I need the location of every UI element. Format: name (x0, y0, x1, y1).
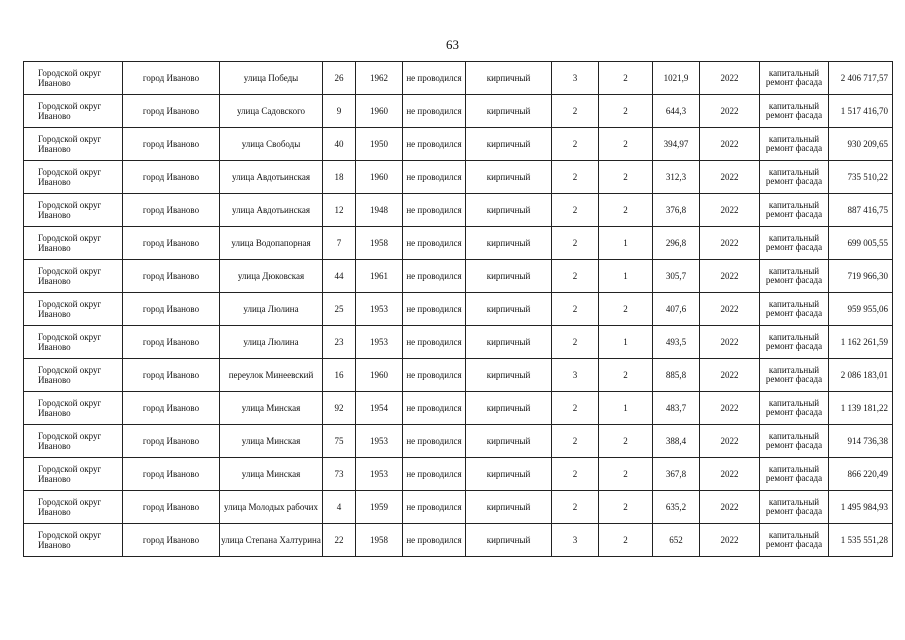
cell-street: улица Победы (220, 62, 323, 95)
cell-wall-material: кирпичный (466, 425, 552, 458)
cell-area: 1021,9 (653, 62, 700, 95)
cell-year-built: 1948 (356, 194, 403, 227)
cell-entrances: 2 (599, 161, 653, 194)
cell-street: улица Садовского (220, 95, 323, 128)
table-row (24, 62, 893, 95)
cell-work-type: капитальный ремонт фасада (760, 260, 829, 293)
cell-floors: 2 (552, 293, 599, 326)
cell-cost: 1 535 551,28 (829, 524, 893, 557)
cell-year-built: 1953 (356, 458, 403, 491)
cell-floors: 2 (552, 491, 599, 524)
cell-municipality: Городской округ Иваново (24, 326, 123, 359)
table-row (24, 491, 893, 524)
table-row (24, 128, 893, 161)
cell-street: улица Минская (220, 425, 323, 458)
cell-planned-year: 2022 (700, 161, 760, 194)
cell-last-repair: не проводился (403, 260, 466, 293)
cell-settlement: город Иваново (123, 326, 220, 359)
cell-entrances: 1 (599, 227, 653, 260)
cell-area: 407,6 (653, 293, 700, 326)
cell-planned-year: 2022 (700, 293, 760, 326)
cell-year-built: 1950 (356, 128, 403, 161)
cell-cost: 2 406 717,57 (829, 62, 893, 95)
cell-wall-material: кирпичный (466, 491, 552, 524)
cell-entrances: 2 (599, 62, 653, 95)
cell-planned-year: 2022 (700, 491, 760, 524)
cell-wall-material: кирпичный (466, 128, 552, 161)
cell-planned-year: 2022 (700, 227, 760, 260)
table-row (24, 359, 893, 392)
cell-last-repair: не проводился (403, 161, 466, 194)
table-row (24, 95, 893, 128)
cell-cost: 887 416,75 (829, 194, 893, 227)
cell-entrances: 2 (599, 491, 653, 524)
cell-year-built: 1953 (356, 326, 403, 359)
cell-house: 12 (323, 194, 356, 227)
cell-house: 23 (323, 326, 356, 359)
cell-cost: 1 517 416,70 (829, 95, 893, 128)
cell-last-repair: не проводился (403, 128, 466, 161)
cell-floors: 2 (552, 161, 599, 194)
cell-year-built: 1960 (356, 359, 403, 392)
cell-area: 885,8 (653, 359, 700, 392)
cell-cost: 1 139 181,22 (829, 392, 893, 425)
table-row (24, 194, 893, 227)
cell-entrances: 2 (599, 95, 653, 128)
cell-wall-material: кирпичный (466, 161, 552, 194)
cell-house: 9 (323, 95, 356, 128)
cell-house: 92 (323, 392, 356, 425)
cell-cost: 1 495 984,93 (829, 491, 893, 524)
table-row (24, 227, 893, 260)
cell-house: 22 (323, 524, 356, 557)
cell-work-type: капитальный ремонт фасада (760, 326, 829, 359)
cell-municipality: Городской округ Иваново (24, 194, 123, 227)
cell-floors: 2 (552, 425, 599, 458)
cell-last-repair: не проводился (403, 524, 466, 557)
cell-cost: 959 955,06 (829, 293, 893, 326)
cell-municipality: Городской округ Иваново (24, 227, 123, 260)
cell-house: 75 (323, 425, 356, 458)
cell-year-built: 1954 (356, 392, 403, 425)
cell-street: переулок Минеевский (220, 359, 323, 392)
cell-entrances: 2 (599, 128, 653, 161)
table-row (24, 392, 893, 425)
cell-planned-year: 2022 (700, 62, 760, 95)
cell-entrances: 2 (599, 524, 653, 557)
cell-work-type: капитальный ремонт фасада (760, 491, 829, 524)
cell-work-type: капитальный ремонт фасада (760, 425, 829, 458)
cell-municipality: Городской округ Иваново (24, 260, 123, 293)
cell-floors: 2 (552, 458, 599, 491)
cell-municipality: Городской округ Иваново (24, 95, 123, 128)
cell-cost: 699 005,55 (829, 227, 893, 260)
cell-work-type: капитальный ремонт фасада (760, 128, 829, 161)
cell-house: 18 (323, 161, 356, 194)
cell-floors: 3 (552, 524, 599, 557)
cell-entrances: 1 (599, 326, 653, 359)
cell-municipality: Городской округ Иваново (24, 359, 123, 392)
cell-work-type: капитальный ремонт фасада (760, 62, 829, 95)
cell-municipality: Городской округ Иваново (24, 458, 123, 491)
cell-planned-year: 2022 (700, 524, 760, 557)
cell-area: 367,8 (653, 458, 700, 491)
cell-house: 25 (323, 293, 356, 326)
cell-planned-year: 2022 (700, 128, 760, 161)
cell-planned-year: 2022 (700, 260, 760, 293)
cell-wall-material: кирпичный (466, 359, 552, 392)
cell-floors: 3 (552, 62, 599, 95)
cell-area: 312,3 (653, 161, 700, 194)
cell-year-built: 1953 (356, 293, 403, 326)
cell-floors: 2 (552, 392, 599, 425)
cell-last-repair: не проводился (403, 392, 466, 425)
cell-year-built: 1958 (356, 227, 403, 260)
cell-last-repair: не проводился (403, 227, 466, 260)
table-row (24, 161, 893, 194)
cell-street: улица Дюковская (220, 260, 323, 293)
cell-year-built: 1960 (356, 161, 403, 194)
cell-last-repair: не проводился (403, 458, 466, 491)
table-row (24, 458, 893, 491)
cell-year-built: 1962 (356, 62, 403, 95)
cell-house: 73 (323, 458, 356, 491)
cell-floors: 2 (552, 95, 599, 128)
cell-municipality: Городской округ Иваново (24, 392, 123, 425)
table-row (24, 425, 893, 458)
cell-area: 652 (653, 524, 700, 557)
cell-floors: 2 (552, 227, 599, 260)
cell-area: 376,8 (653, 194, 700, 227)
cell-settlement: город Иваново (123, 62, 220, 95)
cell-work-type: капитальный ремонт фасада (760, 392, 829, 425)
cell-planned-year: 2022 (700, 359, 760, 392)
cell-settlement: город Иваново (123, 359, 220, 392)
cell-settlement: город Иваново (123, 293, 220, 326)
table-row (24, 260, 893, 293)
cell-house: 16 (323, 359, 356, 392)
cell-year-built: 1958 (356, 524, 403, 557)
cell-settlement: город Иваново (123, 491, 220, 524)
cell-settlement: город Иваново (123, 458, 220, 491)
cell-entrances: 2 (599, 359, 653, 392)
cell-street: улица Минская (220, 392, 323, 425)
cell-municipality: Городской округ Иваново (24, 293, 123, 326)
cell-settlement: город Иваново (123, 227, 220, 260)
cell-wall-material: кирпичный (466, 62, 552, 95)
cell-last-repair: не проводился (403, 194, 466, 227)
cell-street: улица Люлина (220, 326, 323, 359)
cell-work-type: капитальный ремонт фасада (760, 458, 829, 491)
cell-last-repair: не проводился (403, 326, 466, 359)
cell-floors: 3 (552, 359, 599, 392)
cell-wall-material: кирпичный (466, 458, 552, 491)
page-number: 63 (446, 37, 459, 52)
table-body (24, 62, 893, 557)
cell-street: улица Свободы (220, 128, 323, 161)
cell-municipality: Городской округ Иваново (24, 161, 123, 194)
cell-area: 644,3 (653, 95, 700, 128)
cell-cost: 2 086 183,01 (829, 359, 893, 392)
cell-planned-year: 2022 (700, 458, 760, 491)
cell-settlement: город Иваново (123, 392, 220, 425)
cell-planned-year: 2022 (700, 95, 760, 128)
cell-street: улица Минская (220, 458, 323, 491)
cell-area: 493,5 (653, 326, 700, 359)
cell-last-repair: не проводился (403, 293, 466, 326)
cell-settlement: город Иваново (123, 524, 220, 557)
cell-municipality: Городской округ Иваново (24, 491, 123, 524)
cell-work-type: капитальный ремонт фасада (760, 359, 829, 392)
cell-planned-year: 2022 (700, 326, 760, 359)
cell-settlement: город Иваново (123, 425, 220, 458)
cell-floors: 2 (552, 260, 599, 293)
cell-planned-year: 2022 (700, 425, 760, 458)
cell-wall-material: кирпичный (466, 326, 552, 359)
cell-wall-material: кирпичный (466, 293, 552, 326)
cell-house: 7 (323, 227, 356, 260)
cell-settlement: город Иваново (123, 194, 220, 227)
cell-year-built: 1960 (356, 95, 403, 128)
cell-floors: 2 (552, 194, 599, 227)
cell-work-type: капитальный ремонт фасада (760, 95, 829, 128)
cell-entrances: 2 (599, 194, 653, 227)
cell-wall-material: кирпичный (466, 95, 552, 128)
cell-work-type: капитальный ремонт фасада (760, 227, 829, 260)
cell-cost: 735 510,22 (829, 161, 893, 194)
cell-wall-material: кирпичный (466, 392, 552, 425)
cell-floors: 2 (552, 128, 599, 161)
cell-cost: 930 209,65 (829, 128, 893, 161)
cell-cost: 719 966,30 (829, 260, 893, 293)
cell-settlement: город Иваново (123, 128, 220, 161)
cell-house: 26 (323, 62, 356, 95)
cell-floors: 2 (552, 326, 599, 359)
cell-work-type: капитальный ремонт фасада (760, 293, 829, 326)
cell-street: улица Люлина (220, 293, 323, 326)
cell-settlement: город Иваново (123, 260, 220, 293)
cell-entrances: 2 (599, 458, 653, 491)
cell-area: 394,97 (653, 128, 700, 161)
cell-entrances: 1 (599, 392, 653, 425)
cell-area: 388,4 (653, 425, 700, 458)
table-row (24, 524, 893, 557)
cell-municipality: Городской округ Иваново (24, 128, 123, 161)
cell-municipality: Городской округ Иваново (24, 62, 123, 95)
cell-year-built: 1953 (356, 425, 403, 458)
cell-house: 44 (323, 260, 356, 293)
cell-last-repair: не проводился (403, 425, 466, 458)
cell-entrances: 1 (599, 260, 653, 293)
cell-work-type: капитальный ремонт фасада (760, 524, 829, 557)
cell-entrances: 2 (599, 425, 653, 458)
cell-last-repair: не проводился (403, 62, 466, 95)
table-row (24, 326, 893, 359)
cell-planned-year: 2022 (700, 194, 760, 227)
cell-wall-material: кирпичный (466, 524, 552, 557)
cell-area: 296,8 (653, 227, 700, 260)
cell-wall-material: кирпичный (466, 260, 552, 293)
cell-year-built: 1961 (356, 260, 403, 293)
cell-work-type: капитальный ремонт фасада (760, 161, 829, 194)
cell-cost: 914 736,38 (829, 425, 893, 458)
cell-last-repair: не проводился (403, 359, 466, 392)
cell-street: улица Водопапорная (220, 227, 323, 260)
cell-last-repair: не проводился (403, 491, 466, 524)
cell-house: 4 (323, 491, 356, 524)
house-repair-table (23, 61, 893, 557)
cell-settlement: город Иваново (123, 161, 220, 194)
cell-street: улица Авдотьинская (220, 161, 323, 194)
cell-cost: 1 162 261,59 (829, 326, 893, 359)
cell-municipality: Городской округ Иваново (24, 524, 123, 557)
cell-entrances: 2 (599, 293, 653, 326)
cell-wall-material: кирпичный (466, 227, 552, 260)
cell-street: улица Авдотьинская (220, 194, 323, 227)
cell-settlement: город Иваново (123, 95, 220, 128)
cell-area: 483,7 (653, 392, 700, 425)
cell-municipality: Городской округ Иваново (24, 425, 123, 458)
cell-year-built: 1959 (356, 491, 403, 524)
cell-last-repair: не проводился (403, 95, 466, 128)
cell-street: улица Молодых рабочих (220, 491, 323, 524)
cell-area: 635,2 (653, 491, 700, 524)
cell-house: 40 (323, 128, 356, 161)
cell-work-type: капитальный ремонт фасада (760, 194, 829, 227)
cell-street: улица Степана Халтурина (220, 524, 323, 557)
cell-planned-year: 2022 (700, 392, 760, 425)
cell-wall-material: кирпичный (466, 194, 552, 227)
table-row (24, 293, 893, 326)
cell-area: 305,7 (653, 260, 700, 293)
cell-cost: 866 220,49 (829, 458, 893, 491)
